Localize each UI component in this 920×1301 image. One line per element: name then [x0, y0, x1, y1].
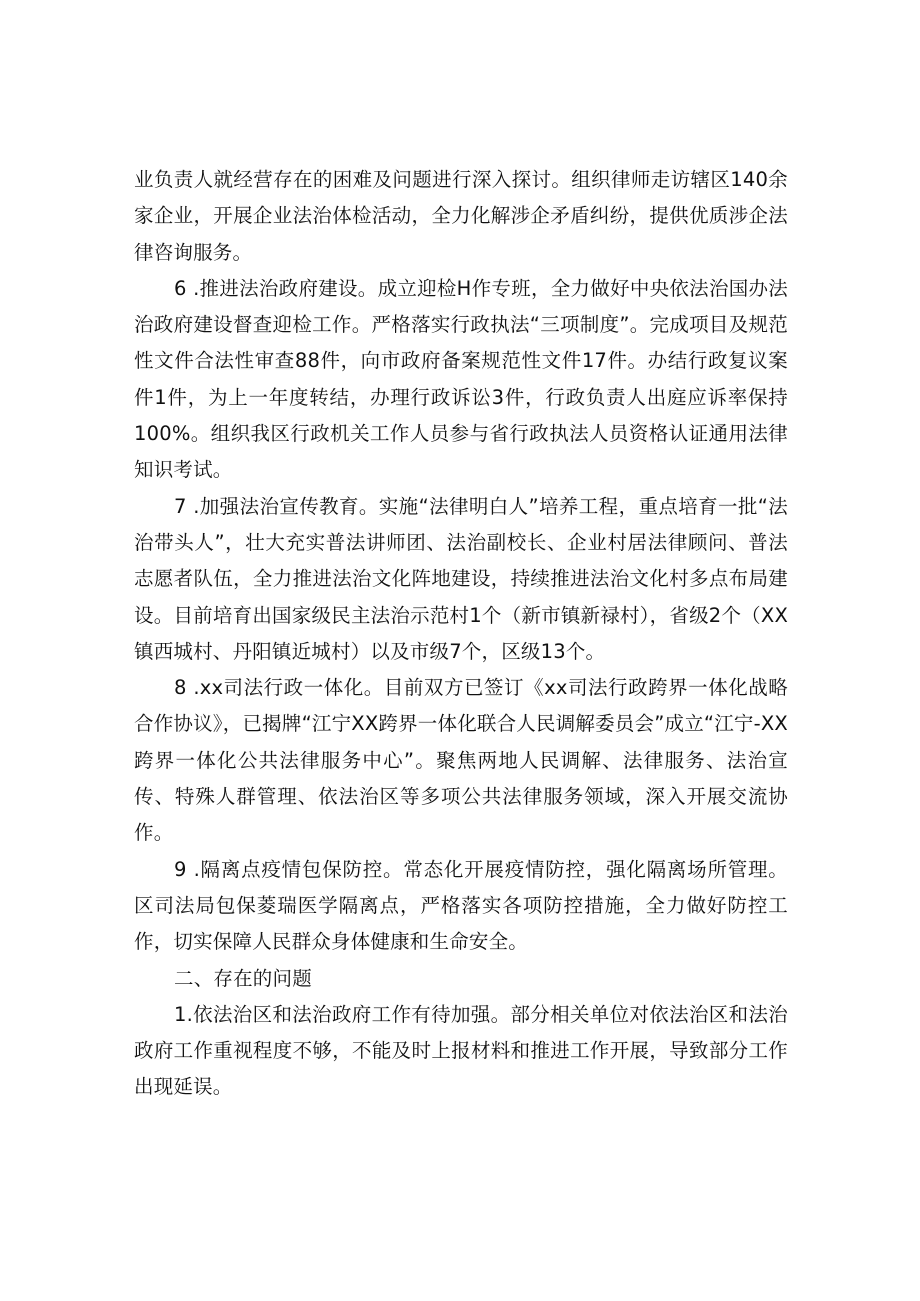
paragraph-problem-1: 1.依法治区和法治政府工作有待加强。部分相关单位对依法治区和法治政府工作重视程度不够，不能及时上报材料和推进工作开展，导致部分工作出现延误。: [134, 1002, 788, 1099]
paragraph-item-6: 6 .推进法治政府建设。成立迎检H作专班，全力做好中央依法治国办法治政府建设督查迎检工作。严格落实行政执法“三项制度”。完成项目及规范性文件合法性审查88件，向市政府备案规范性文件17件。办结行政复议案件1件，为上一年度转结，办理行政诉讼3件，行政负责人出庭应诉率保持100%。组织我区行政机关工作人员参与省行政执法人员资格认证通用法律知识考试。: [134, 276, 788, 482]
paragraph-item-7: 7 .加强法治宣传教育。实施“法律明白人”培养工程，重点培育一批“法治带头人”，壮大充实普法讲师团、法治副校长、企业村居法律顾问、普法志愿者队伍，全力推进法治文化阵地建设，持续推进法治文化村多点布局建设。目前培育出国家级民主法治示范村1个（新市镇新禄村），省级2个（XX镇西城村、丹阳镇近城村）以及市级7个，区级13个。: [134, 494, 788, 663]
paragraph-item-8: 8 .xx司法行政一体化。目前双方已签订《xx司法行政跨界一体化战略合作协议》，已揭牌“江宁XX跨界一体化联合人民调解委员会”成立“江宁-XX跨界一体化公共法律服务中心”。聚焦两地人民调解、法律服务、法治宣传、特殊人群管理、依法治区等多项公共法律服务领域，深入开展交流协作。: [134, 676, 788, 845]
paragraph-item-9: 9 .隔离点疫情包保防控。常态化开展疫情防控，强化隔离场所管理。区司法局包保菱瑞医学隔离点，严格落实各项防控措施，全力做好防控工作，切实保障人民群众身体健康和生命安全。: [134, 857, 788, 954]
paragraph-continuation: 业负责人就经营存在的困难及问题进行深入探讨。组织律师走访辖区140余家企业，开展企业法治体检活动，全力化解涉企矛盾纠纷，提供优质涉企法律咨询服务。: [134, 168, 788, 264]
section-heading: 二、存在的问题: [174, 966, 312, 990]
document-body: [134, 162, 788, 1106]
